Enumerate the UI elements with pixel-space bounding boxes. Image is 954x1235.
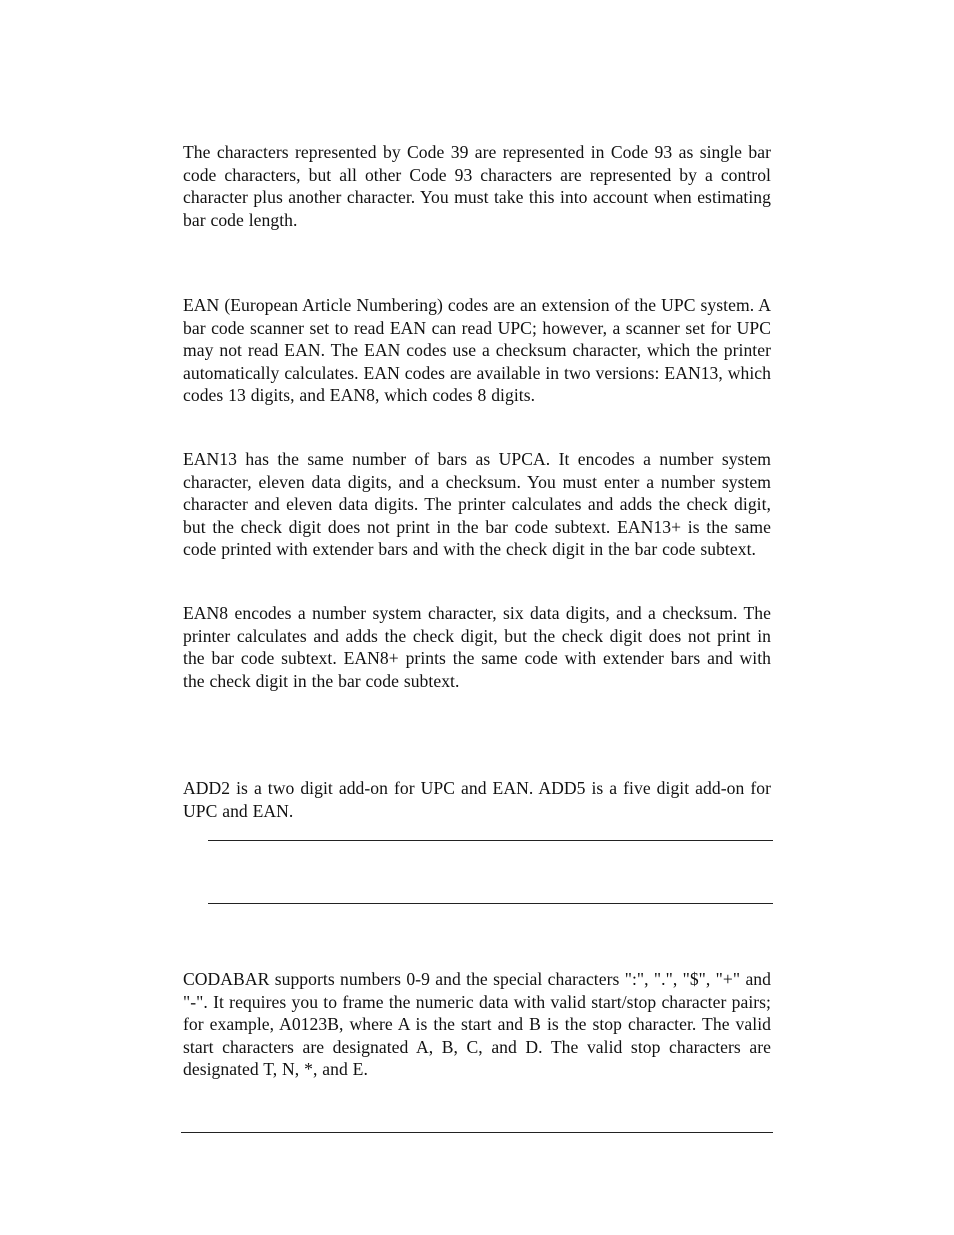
- note-bottom-divider: [208, 903, 773, 904]
- add2-add5-paragraph: ADD2 is a two digit add-on for UPC and EAN. ADD5 is a five digit add-on for UPC and EAN.: [183, 778, 771, 821]
- ean13-paragraph: EAN13 has the same number of bars as UPCA. It encodes a number system character, eleven data digits, and a checksum. You must enter a number system character and eleven data digits. The printer calculates and adds the check digit, but the check digit does not print in the bar code subtext. EAN13+ is the same code printed with extender bars and with the check digit in the bar code subtext.: [183, 449, 771, 560]
- ean8-paragraph: EAN8 encodes a number system character, six data digits, and a checksum. The printer calculates and adds the check digit, but the check digit does not print in the bar code subtext. EAN8+ prints the same code with extender bars and with the check digit in the bar code subtext.: [183, 603, 771, 691]
- codabar-paragraph: CODABAR supports numbers 0-9 and the special characters ":", ".", "$", "+" and "-". It requires you to frame the numeric data with valid start/stop character pairs; for example, A0123B, where A is the start and B is the stop character. The valid start characters are designated A, B, C, and D. The valid stop characters are designated T, N, *, and E.: [183, 969, 771, 1080]
- ean-intro-paragraph: EAN (European Article Numbering) codes are an extension of the UPC system. A bar code scanner set to read EAN can read UPC; however, a scanner set for UPC may not read EAN. The EAN codes use a checksum character, which the printer automatically calculates. EAN codes are available in two versions: EAN13, which codes 13 digits, and EAN8, which codes 8 digits.: [183, 295, 771, 406]
- code93-paragraph: The characters represented by Code 39 are represented in Code 93 as single bar code characters, but all other Code 93 characters are represented by a control character plus another character. You must take this into account when estimating bar code length.: [183, 142, 771, 230]
- footer-divider: [181, 1132, 773, 1133]
- note-top-divider: [208, 840, 773, 841]
